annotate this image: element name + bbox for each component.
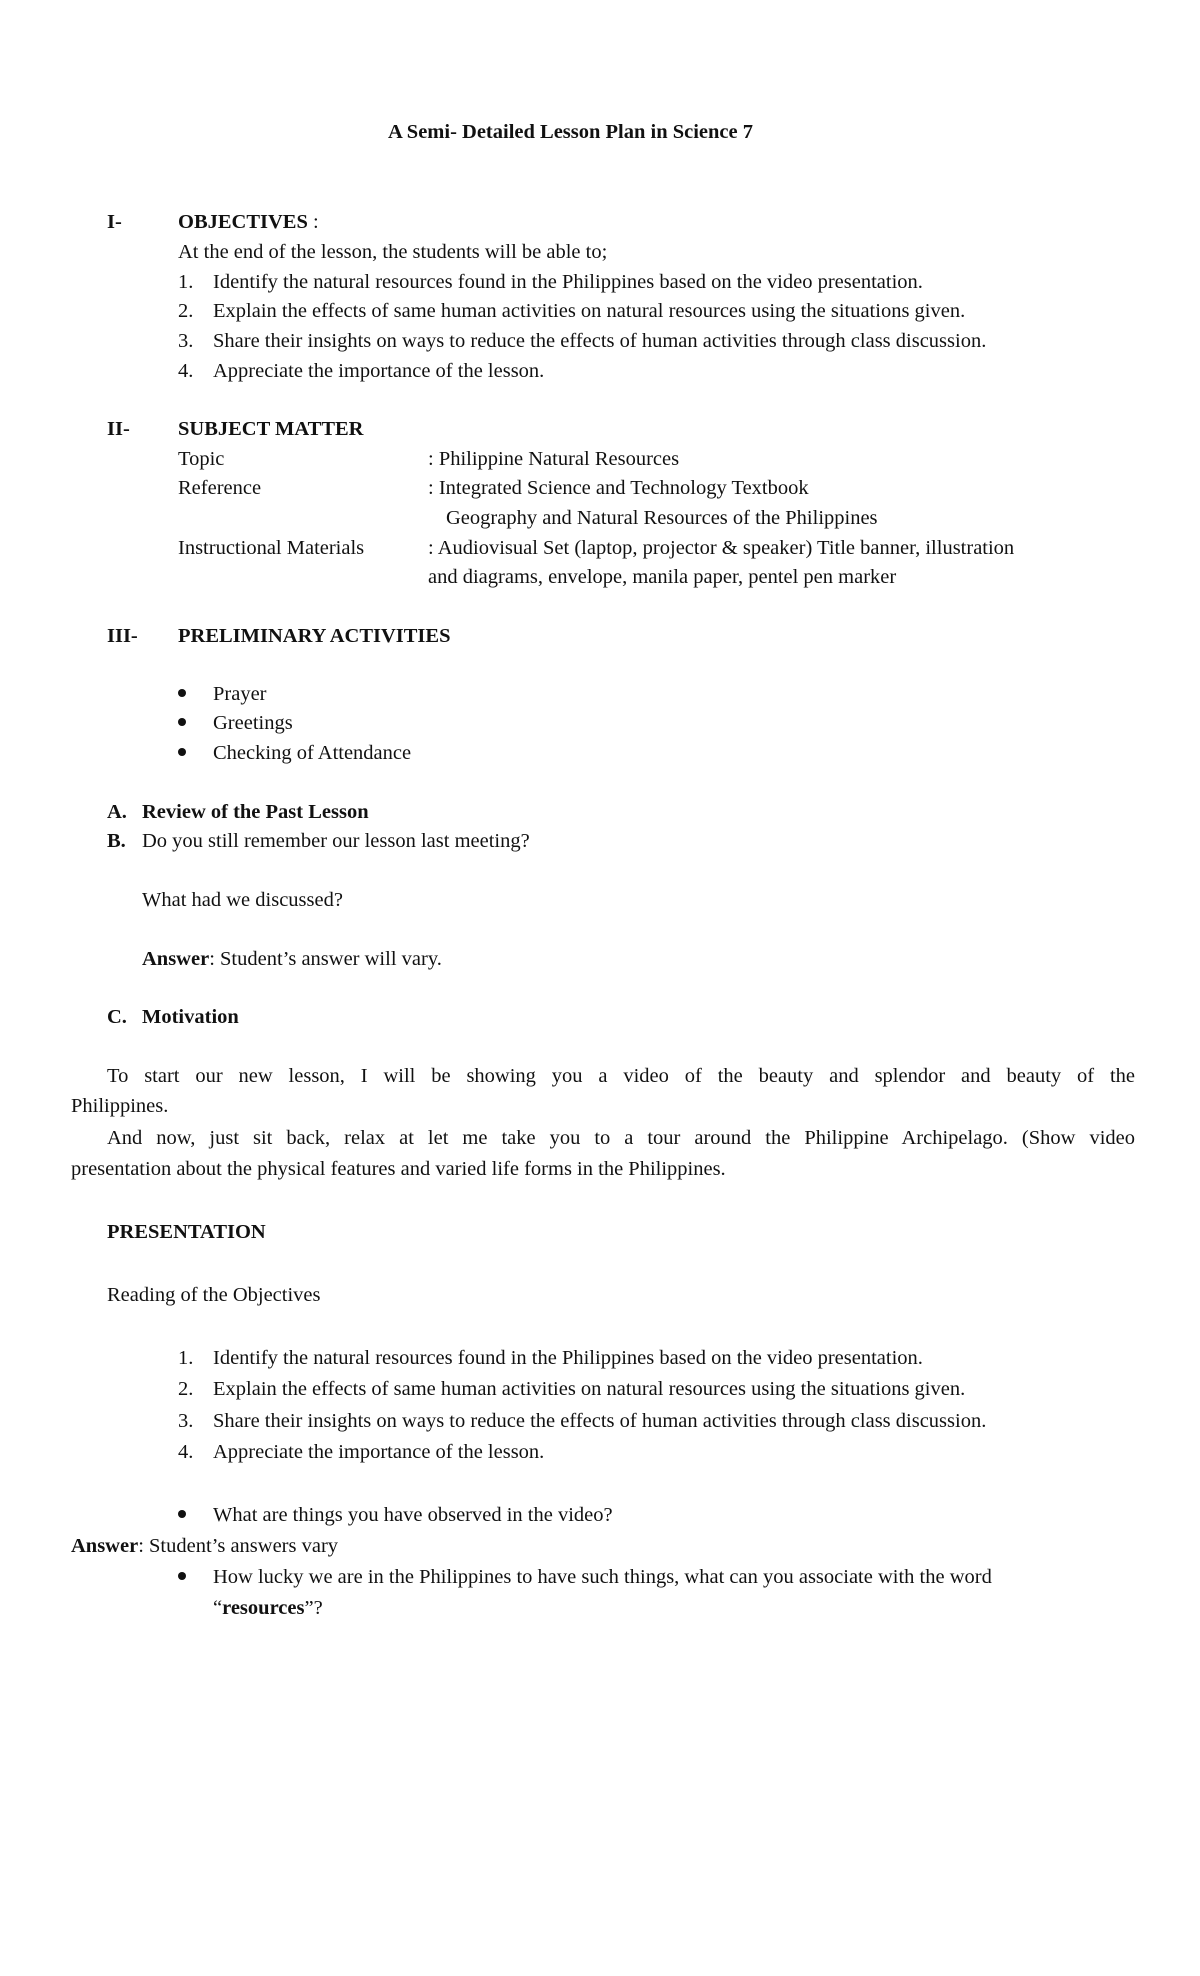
review-heading: Review of the Past Lesson xyxy=(142,801,369,823)
presentation-objective-item: Identify the natural resources found in the Philippines based on the video presentation. xyxy=(213,1347,923,1369)
bullet-icon xyxy=(178,689,186,697)
materials-value: : Audiovisual Set (laptop, projector & speaker) Title banner, illustration xyxy=(428,537,1015,559)
presentation-objective-item: Explain the effects of same human activities on natural resources using the situations given. xyxy=(213,1378,966,1400)
objectives-heading: OBJECTIVES : xyxy=(178,211,319,233)
review-answer: Answer: Student’s answer will vary. xyxy=(142,948,442,970)
motivation-paragraph-line: presentation about the physical features and varied life forms in the Philippines. xyxy=(71,1158,726,1180)
objective-number: 4. xyxy=(178,360,194,382)
discussion-question: What had we discussed? xyxy=(142,889,343,911)
presentation-objective-item: Share their insights on ways to reduce the effects of human activities through class discussion. xyxy=(213,1410,987,1432)
motivation-paragraph-line: And now, just sit back, relax at let me take you to a tour around the Philippine Archipelago. (Show video xyxy=(107,1127,1135,1149)
presentation-question: What are things you have observed in the video? xyxy=(213,1504,613,1526)
reference-value-continued: Geography and Natural Resources of the Philippines xyxy=(446,507,878,529)
objective-number: 1. xyxy=(178,271,194,293)
motivation-paragraph-line: To start our new lesson, I will be showing you a video of the beauty and splendor and beauty of the xyxy=(107,1065,1135,1087)
bullet-icon xyxy=(178,748,186,756)
motivation-heading: Motivation xyxy=(142,1006,239,1028)
motivation-paragraph-line: Philippines. xyxy=(71,1095,169,1117)
objective-item: Appreciate the importance of the lesson. xyxy=(213,360,545,382)
reference-value: : Integrated Science and Technology Textbook xyxy=(428,477,809,499)
objective-item: Explain the effects of same human activities on natural resources using the situations given. xyxy=(213,300,966,322)
reference-label: Reference xyxy=(178,477,262,499)
objective-number: 3. xyxy=(178,330,194,352)
objective-item: Identify the natural resources found in the Philippines based on the video presentation. xyxy=(213,271,923,293)
materials-value-continued: and diagrams, envelope, manila paper, pentel pen marker xyxy=(428,566,897,588)
objective-item: Share their insights on ways to reduce the effects of human activities through class discussion. xyxy=(213,330,987,352)
topic-value: : Philippine Natural Resources xyxy=(428,448,680,470)
list-letter-b: B. xyxy=(107,830,126,852)
presentation-objective-item: Appreciate the importance of the lesson. xyxy=(213,1441,545,1463)
list-letter-c: C. xyxy=(107,1006,127,1028)
list-letter-a: A. xyxy=(107,801,127,823)
review-question: Do you still remember our lesson last meeting? xyxy=(142,830,530,852)
presentation-answer: Answer: Student’s answers vary xyxy=(71,1535,339,1557)
presentation-number: 4. xyxy=(178,1441,194,1463)
preliminary-item: Greetings xyxy=(213,712,293,734)
reading-objectives: Reading of the Objectives xyxy=(107,1284,321,1306)
preliminary-item: Checking of Attendance xyxy=(213,742,412,764)
topic-label: Topic xyxy=(178,448,225,470)
presentation-question-continued: “resources”? xyxy=(213,1597,323,1619)
presentation-number: 3. xyxy=(178,1410,194,1432)
bullet-icon xyxy=(178,1510,186,1518)
presentation-number: 2. xyxy=(178,1378,194,1400)
presentation-question: How lucky we are in the Philippines to have such things, what can you associate with the word xyxy=(213,1566,992,1588)
objective-number: 2. xyxy=(178,300,194,322)
bullet-icon xyxy=(178,1572,186,1580)
page-title: A Semi- Detailed Lesson Plan in Science 7 xyxy=(388,121,754,143)
materials-label: Instructional Materials xyxy=(178,537,365,559)
presentation-heading: PRESENTATION xyxy=(107,1221,266,1243)
section-numeral-subject-matter: II- xyxy=(107,418,130,440)
preliminary-heading: PRELIMINARY ACTIVITIES xyxy=(178,625,451,647)
section-numeral-objectives: I- xyxy=(107,211,122,233)
preliminary-item: Prayer xyxy=(213,683,267,705)
bullet-icon xyxy=(178,718,186,726)
section-numeral-preliminary: III- xyxy=(107,625,138,647)
objectives-intro: At the end of the lesson, the students will be able to; xyxy=(178,241,608,263)
presentation-number: 1. xyxy=(178,1347,194,1369)
subject-matter-heading: SUBJECT MATTER xyxy=(178,418,364,440)
